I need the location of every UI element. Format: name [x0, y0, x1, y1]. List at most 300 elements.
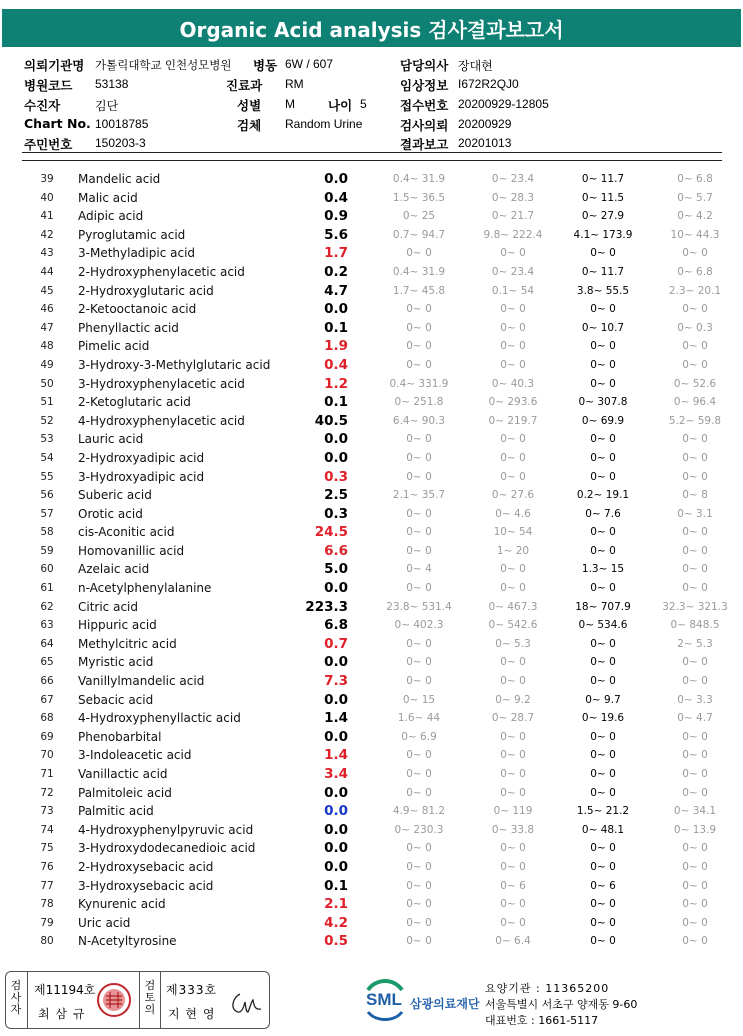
table-row	[0, 580, 743, 599]
reference-range-2: 0~ 5.3	[495, 637, 531, 650]
row-number: 61	[40, 582, 54, 595]
company-address: 서울특별시 서초구 양재동 9-60	[485, 998, 638, 1011]
reference-range-3: 0~ 0	[590, 935, 616, 948]
reference-range-2: 1~ 20	[496, 544, 530, 557]
divider-bottom	[22, 160, 722, 161]
reference-range-4: 0~ 0	[682, 303, 708, 316]
reference-range-2: 0~ 0	[500, 303, 526, 316]
reference-range-3: 0~ 0	[590, 582, 616, 595]
reference-range-1: 0~ 0	[406, 544, 432, 557]
reference-range-4: 0~ 52.6	[673, 377, 717, 390]
analyte-name: 3-Hydroxyphenylacetic acid	[78, 376, 245, 391]
reference-range-3: 0~ 0	[590, 898, 616, 911]
row-number: 74	[40, 823, 54, 836]
reference-range-2: 0~ 0	[500, 749, 526, 762]
reference-range-4: 0~ 0	[682, 768, 708, 780]
reference-range-4: 0~ 6.8	[677, 173, 713, 185]
reference-range-2: 0~ 27.6	[491, 489, 535, 502]
table-row	[0, 357, 743, 376]
analyte-name: 2-Hydroxysebacic acid	[78, 859, 214, 874]
reference-range-3: 0~ 0	[590, 526, 616, 539]
table-row	[0, 301, 743, 320]
analyte-name: Mandelic acid	[78, 172, 161, 186]
table-row	[0, 896, 743, 915]
reference-range-3: 0~ 11.7	[581, 173, 625, 185]
analyte-name: Suberic acid	[78, 488, 152, 503]
reference-range-4: 0~ 0	[682, 916, 708, 929]
reference-range-4: 0~ 0	[682, 470, 708, 483]
row-number: 39	[40, 173, 54, 185]
divider-top	[22, 152, 722, 153]
footer-divider	[27, 972, 28, 1028]
table-row	[0, 747, 743, 766]
row-number: 56	[40, 489, 54, 502]
footer-divider	[160, 972, 161, 1028]
reference-range-3: 0~ 10.7	[581, 321, 625, 334]
table-row	[0, 673, 743, 692]
reference-range-1: 0~ 25	[402, 210, 436, 223]
reference-range-4: 10~ 44.3	[670, 228, 720, 241]
company-name: 삼광의료재단	[410, 997, 480, 1011]
table-row	[0, 506, 743, 525]
reference-range-1: 0~ 0	[406, 656, 432, 669]
reference-range-3: 0~ 534.6	[578, 619, 628, 632]
examiner-label: 검사자	[10, 979, 22, 1016]
table-row	[0, 450, 743, 469]
analyte-name: Kynurenic acid	[78, 897, 166, 912]
analyte-name: 4-Hydroxyphenylpyruvic acid	[78, 822, 254, 837]
reference-range-2: 0~ 21.7	[491, 210, 535, 223]
table-row	[0, 431, 743, 450]
reference-range-3: 0~ 0	[590, 730, 616, 743]
doctor-value: 장대현	[458, 59, 493, 73]
result-value: 5.6	[324, 226, 348, 243]
reference-range-1: 0.7~ 94.7	[392, 228, 446, 241]
code-value: 53138	[95, 77, 129, 91]
reference-range-4: 0~ 848.5	[670, 619, 720, 632]
analyte-name: 3-Hydroxysebacic acid	[78, 878, 214, 893]
dept-label: 진료과	[226, 78, 263, 93]
reference-range-2: 0~ 0	[500, 470, 526, 483]
reference-range-4: 0~ 0	[682, 544, 708, 557]
row-number: 49	[40, 358, 54, 371]
reference-range-3: 0~ 0	[590, 675, 616, 688]
table-row	[0, 469, 743, 488]
footer-divider	[139, 972, 140, 1028]
reference-range-4: 0~ 0	[682, 433, 708, 446]
row-number: 59	[40, 544, 54, 557]
reference-range-3: 0~ 0	[590, 916, 616, 929]
row-number: 44	[40, 265, 54, 278]
reference-range-3: 0~ 0	[590, 749, 616, 762]
table-row	[0, 543, 743, 562]
result-value: 0.0	[324, 654, 348, 671]
table-row	[0, 320, 743, 339]
table-row	[0, 692, 743, 711]
reference-range-3: 0~ 11.5	[581, 191, 625, 204]
reference-range-4: 0~ 0	[682, 786, 708, 799]
reference-range-1: 0~ 0	[406, 340, 432, 353]
id-label: 주민번호	[24, 137, 73, 152]
reference-range-1: 0~ 0	[406, 749, 432, 762]
row-number: 51	[40, 396, 54, 409]
reference-range-3: 0~ 307.8	[578, 396, 628, 409]
row-number: 58	[40, 526, 54, 539]
reference-range-1: 0~ 0	[406, 470, 432, 483]
receipt-value: 20200929-12805	[458, 97, 549, 111]
reference-range-3: 0~ 0	[590, 433, 616, 446]
reference-range-2: 0~ 0	[500, 340, 526, 353]
company-logo-text: SML	[366, 990, 402, 1009]
table-row	[0, 617, 743, 636]
reference-range-3: 0~ 0	[590, 303, 616, 316]
reference-range-2: 0~ 0	[500, 321, 526, 334]
table-row	[0, 264, 743, 283]
reference-range-1: 0~ 402.3	[394, 619, 444, 632]
patient-info	[0, 54, 743, 154]
care-code: 요양기관 : 11365200	[485, 982, 610, 995]
reference-range-2: 0~ 0	[500, 916, 526, 929]
reference-range-4: 0~ 0	[682, 935, 708, 948]
analyte-name: n-Acetylphenylalanine	[78, 581, 212, 596]
confirmer-label: 검토의	[144, 979, 156, 1016]
row-number: 43	[40, 247, 54, 260]
table-row	[0, 487, 743, 506]
reference-range-2: 0~ 0	[500, 656, 526, 669]
reference-range-3: 0~ 27.9	[581, 210, 625, 223]
reference-range-2: 0~ 33.8	[491, 823, 535, 836]
table-row	[0, 190, 743, 209]
reference-range-2: 0~ 0	[500, 563, 526, 576]
result-value: 0.1	[324, 319, 348, 336]
analyte-name: Pyroglutamic acid	[78, 227, 186, 242]
reference-range-1: 0~ 15	[402, 693, 436, 706]
row-number: 64	[40, 637, 54, 650]
reference-range-2: 0~ 28.7	[491, 712, 535, 725]
analyte-name: N-Acetyltyrosine	[78, 934, 177, 949]
reference-range-1: 2.1~ 35.7	[392, 489, 446, 502]
result-value: 0.3	[324, 468, 348, 485]
row-number: 47	[40, 321, 54, 334]
analyte-name: 3-Methyladipic acid	[78, 246, 196, 261]
reference-range-4: 0~ 3.1	[677, 507, 713, 520]
report-title: Organic Acid analysis 검사결과보고서	[2, 9, 741, 47]
reference-range-4: 0~ 96.4	[673, 396, 717, 409]
row-number: 67	[40, 693, 54, 706]
reference-range-3: 0~ 0	[590, 340, 616, 353]
table-row	[0, 599, 743, 618]
reference-range-1: 0~ 230.3	[394, 823, 444, 836]
result-value: 1.9	[324, 338, 348, 355]
reference-range-3: 0~ 0	[590, 656, 616, 669]
reference-range-4: 0~ 0	[682, 451, 708, 464]
reference-range-4: 0~ 0	[682, 656, 708, 669]
analyte-name: Orotic acid	[78, 506, 143, 521]
reference-range-3: 0~ 0	[590, 247, 616, 260]
table-row	[0, 915, 743, 934]
result-value: 0.0	[324, 449, 348, 466]
receipt-label: 접수번호	[400, 98, 449, 113]
result-value: 6.6	[324, 542, 348, 559]
table-row	[0, 933, 743, 952]
table-row	[0, 376, 743, 395]
reference-range-1: 0~ 0	[406, 526, 432, 539]
age-label: 나이	[328, 98, 353, 113]
doctor-label: 담당의사	[400, 58, 449, 73]
result-value: 6.8	[324, 617, 348, 634]
reference-range-3: 0~ 0	[590, 842, 616, 855]
analyte-name: 2-Hydroxyadipic acid	[78, 450, 205, 465]
reference-range-4: 0~ 0	[682, 749, 708, 762]
row-number: 66	[40, 675, 54, 688]
table-row	[0, 785, 743, 804]
table-row	[0, 729, 743, 748]
reference-range-4: 5.2~ 59.8	[668, 414, 722, 427]
code-label: 병원코드	[24, 78, 73, 93]
reference-range-2: 0~ 23.4	[491, 173, 535, 185]
reference-range-1: 0~ 0	[406, 879, 432, 892]
reference-range-3: 0.2~ 19.1	[576, 489, 630, 502]
row-number: 65	[40, 656, 54, 669]
confirmer-number: 제333호	[166, 983, 218, 997]
row-number: 69	[40, 730, 54, 743]
reference-range-3: 0~ 11.7	[581, 265, 625, 278]
result-value: 0.0	[324, 840, 348, 857]
reference-range-1: 0~ 0	[406, 247, 432, 260]
result-value: 5.0	[324, 561, 348, 578]
chart-label: Chart No.	[24, 116, 91, 131]
table-row	[0, 413, 743, 432]
reference-range-4: 0~ 0	[682, 675, 708, 688]
result-value: 0.5	[324, 933, 348, 950]
analyte-name: Palmitoleic acid	[78, 785, 172, 800]
request-label: 검사의뢰	[400, 118, 449, 133]
table-row	[0, 654, 743, 673]
reference-range-3: 0~ 0	[590, 470, 616, 483]
chart-value: 10018785	[95, 117, 149, 131]
reference-range-2: 0~ 0	[500, 247, 526, 260]
reference-range-1: 0~ 0	[406, 675, 432, 688]
reference-range-4: 0~ 0	[682, 358, 708, 371]
analyte-name: 3-Indoleacetic acid	[78, 748, 192, 763]
reference-range-2: 0~ 0	[500, 582, 526, 595]
row-number: 55	[40, 470, 54, 483]
reference-range-3: 18~ 707.9	[575, 600, 631, 613]
result-value: 0.9	[324, 208, 348, 225]
analyte-name: Palmitic acid	[78, 804, 154, 819]
result-value: 0.1	[324, 394, 348, 411]
table-row	[0, 561, 743, 580]
reference-range-3: 0~ 0	[590, 860, 616, 873]
result-value: 0.4	[324, 356, 348, 373]
row-number: 70	[40, 749, 54, 762]
reference-range-1: 1.5~ 36.5	[392, 191, 446, 204]
reference-range-4: 32.3~ 321.3	[662, 600, 728, 613]
ward-value: 6W / 607	[285, 57, 334, 71]
row-number: 72	[40, 786, 54, 799]
analyte-name: Phenyllactic acid	[78, 320, 179, 335]
result-value: 0.0	[324, 728, 348, 745]
result-value: 0.0	[324, 580, 348, 597]
reference-range-2: 0~ 0	[500, 433, 526, 446]
analyte-name: Hippuric acid	[78, 618, 157, 633]
table-row	[0, 859, 743, 878]
analyte-name: Myristic acid	[78, 655, 154, 670]
reference-range-4: 0~ 4.7	[677, 712, 713, 725]
row-number: 60	[40, 563, 54, 576]
row-number: 53	[40, 433, 54, 446]
analyte-name: cis-Aconitic acid	[78, 525, 175, 540]
row-number: 52	[40, 414, 54, 427]
reference-range-2: 0~ 28.3	[491, 191, 535, 204]
reference-range-2: 0~ 0	[500, 730, 526, 743]
sex-label: 성별	[237, 98, 262, 113]
result-value: 1.2	[324, 375, 348, 392]
result-value: 1.4	[324, 747, 348, 764]
reference-range-4: 0~ 6.8	[677, 265, 713, 278]
result-value: 1.7	[324, 245, 348, 262]
analyte-name: Malic acid	[78, 190, 138, 205]
reference-range-1: 0~ 0	[406, 433, 432, 446]
row-number: 71	[40, 768, 54, 780]
reference-range-2: 0~ 0	[500, 860, 526, 873]
hospital-value: 가톨릭대학교 인천성모병원	[95, 60, 232, 72]
reference-range-1: 0~ 0	[406, 637, 432, 650]
reference-range-3: 1.3~ 15	[581, 563, 625, 576]
reference-range-2: 0~ 0	[500, 451, 526, 464]
reference-range-2: 0~ 4.6	[495, 507, 531, 520]
report-value: 20201013	[458, 136, 512, 150]
result-value: 0.0	[324, 171, 348, 187]
row-number: 62	[40, 600, 54, 613]
reference-range-1: 0~ 0	[406, 768, 432, 780]
reference-range-1: 0~ 0	[406, 786, 432, 799]
seal-icon	[96, 982, 132, 1018]
reference-range-4: 0~ 0	[682, 563, 708, 576]
reference-range-2: 0~ 6	[500, 879, 526, 892]
reference-range-4: 0~ 8	[682, 489, 708, 502]
reference-range-1: 0.4~ 31.9	[392, 173, 446, 185]
signature-icon	[228, 988, 264, 1018]
reference-range-2: 0~ 293.6	[488, 396, 538, 409]
reference-range-1: 0~ 0	[406, 582, 432, 595]
reference-range-4: 0~ 0	[682, 879, 708, 892]
reference-range-3: 0~ 0	[590, 451, 616, 464]
analyte-name: Vanillactic acid	[78, 767, 168, 781]
reference-range-1: 0~ 0	[406, 358, 432, 371]
result-value: 223.3	[305, 598, 348, 615]
row-number: 73	[40, 805, 54, 818]
reference-range-1: 23.8~ 531.4	[386, 600, 452, 613]
request-value: 20200929	[458, 117, 512, 131]
reference-range-4: 0~ 0	[682, 898, 708, 911]
row-number: 54	[40, 451, 54, 464]
dept-value: RM	[285, 77, 304, 91]
reference-range-2: 0~ 542.6	[488, 619, 538, 632]
reference-range-4: 0~ 13.9	[673, 823, 717, 836]
analyte-name: Homovanillic acid	[78, 543, 185, 558]
reference-range-4: 0~ 0	[682, 730, 708, 743]
table-row	[0, 710, 743, 729]
row-number: 78	[40, 898, 54, 911]
reference-range-4: 0~ 4.2	[677, 210, 713, 223]
result-value: 24.5	[314, 524, 348, 541]
reference-range-3: 4.1~ 173.9	[573, 228, 633, 241]
row-number: 57	[40, 507, 54, 520]
row-number: 50	[40, 377, 54, 390]
reference-range-4: 0~ 0	[682, 247, 708, 260]
reference-range-1: 1.6~ 44	[397, 712, 441, 725]
specimen-label: 검체	[237, 118, 262, 133]
reference-range-2: 0~ 0	[500, 768, 526, 780]
reference-range-4: 0~ 34.1	[673, 805, 717, 818]
table-row	[0, 227, 743, 246]
reference-range-1: 4.9~ 81.2	[392, 805, 446, 818]
result-value: 0.0	[324, 858, 348, 875]
row-number: 48	[40, 340, 54, 353]
table-row	[0, 338, 743, 357]
table-row	[0, 822, 743, 841]
reference-range-1: 6.4~ 90.3	[392, 414, 446, 427]
result-value: 0.7	[324, 635, 348, 652]
reference-range-2: 9.8~ 222.4	[483, 228, 543, 241]
report-label: 결과보고	[400, 137, 449, 152]
reference-range-4: 2~ 5.3	[677, 637, 713, 650]
table-row	[0, 208, 743, 227]
result-value: 7.3	[324, 673, 348, 690]
result-value: 0.0	[324, 431, 348, 448]
reference-range-3: 0~ 19.6	[581, 712, 625, 725]
analyte-name: Methylcitric acid	[78, 636, 177, 651]
result-value: 0.0	[324, 301, 348, 318]
reference-range-3: 0~ 0	[590, 768, 616, 780]
reference-range-1: 1.7~ 45.8	[392, 284, 446, 297]
analyte-name: Lauric acid	[78, 432, 144, 447]
clinical-label: 임상정보	[400, 78, 449, 93]
row-number: 79	[40, 916, 54, 929]
result-value: 0.0	[324, 803, 348, 820]
reference-range-2: 0~ 467.3	[488, 600, 538, 613]
row-number: 80	[40, 935, 54, 948]
company-phone: 대표번호 : 1661-5117	[485, 1014, 599, 1027]
reference-range-4: 0~ 3.3	[677, 693, 713, 706]
reference-range-1: 0~ 251.8	[394, 396, 444, 409]
reference-range-3: 0~ 0	[590, 544, 616, 557]
reference-range-3: 0~ 9.7	[585, 693, 621, 706]
table-row	[0, 766, 743, 785]
table-row	[0, 524, 743, 543]
reference-range-2: 0~ 219.7	[488, 414, 538, 427]
result-value: 40.5	[314, 412, 348, 429]
table-row	[0, 245, 743, 264]
specimen-value: Random Urine	[285, 117, 363, 131]
results-table	[0, 171, 743, 952]
row-number: 42	[40, 228, 54, 241]
reference-range-3: 0~ 6	[590, 879, 616, 892]
result-value: 0.1	[324, 877, 348, 894]
result-value: 2.5	[324, 487, 348, 504]
reference-range-2: 0~ 0	[500, 842, 526, 855]
analyte-name: 3-Hydroxyadipic acid	[78, 469, 205, 484]
reference-range-3: 1.5~ 21.2	[576, 805, 630, 818]
table-row	[0, 171, 743, 190]
reference-range-2: 0~ 0	[500, 786, 526, 799]
row-number: 68	[40, 712, 54, 725]
reference-range-2: 0~ 119	[493, 805, 533, 818]
row-number: 46	[40, 303, 54, 316]
reference-range-1: 0~ 4	[406, 563, 432, 576]
examiner-number: 제11194호	[34, 983, 96, 997]
